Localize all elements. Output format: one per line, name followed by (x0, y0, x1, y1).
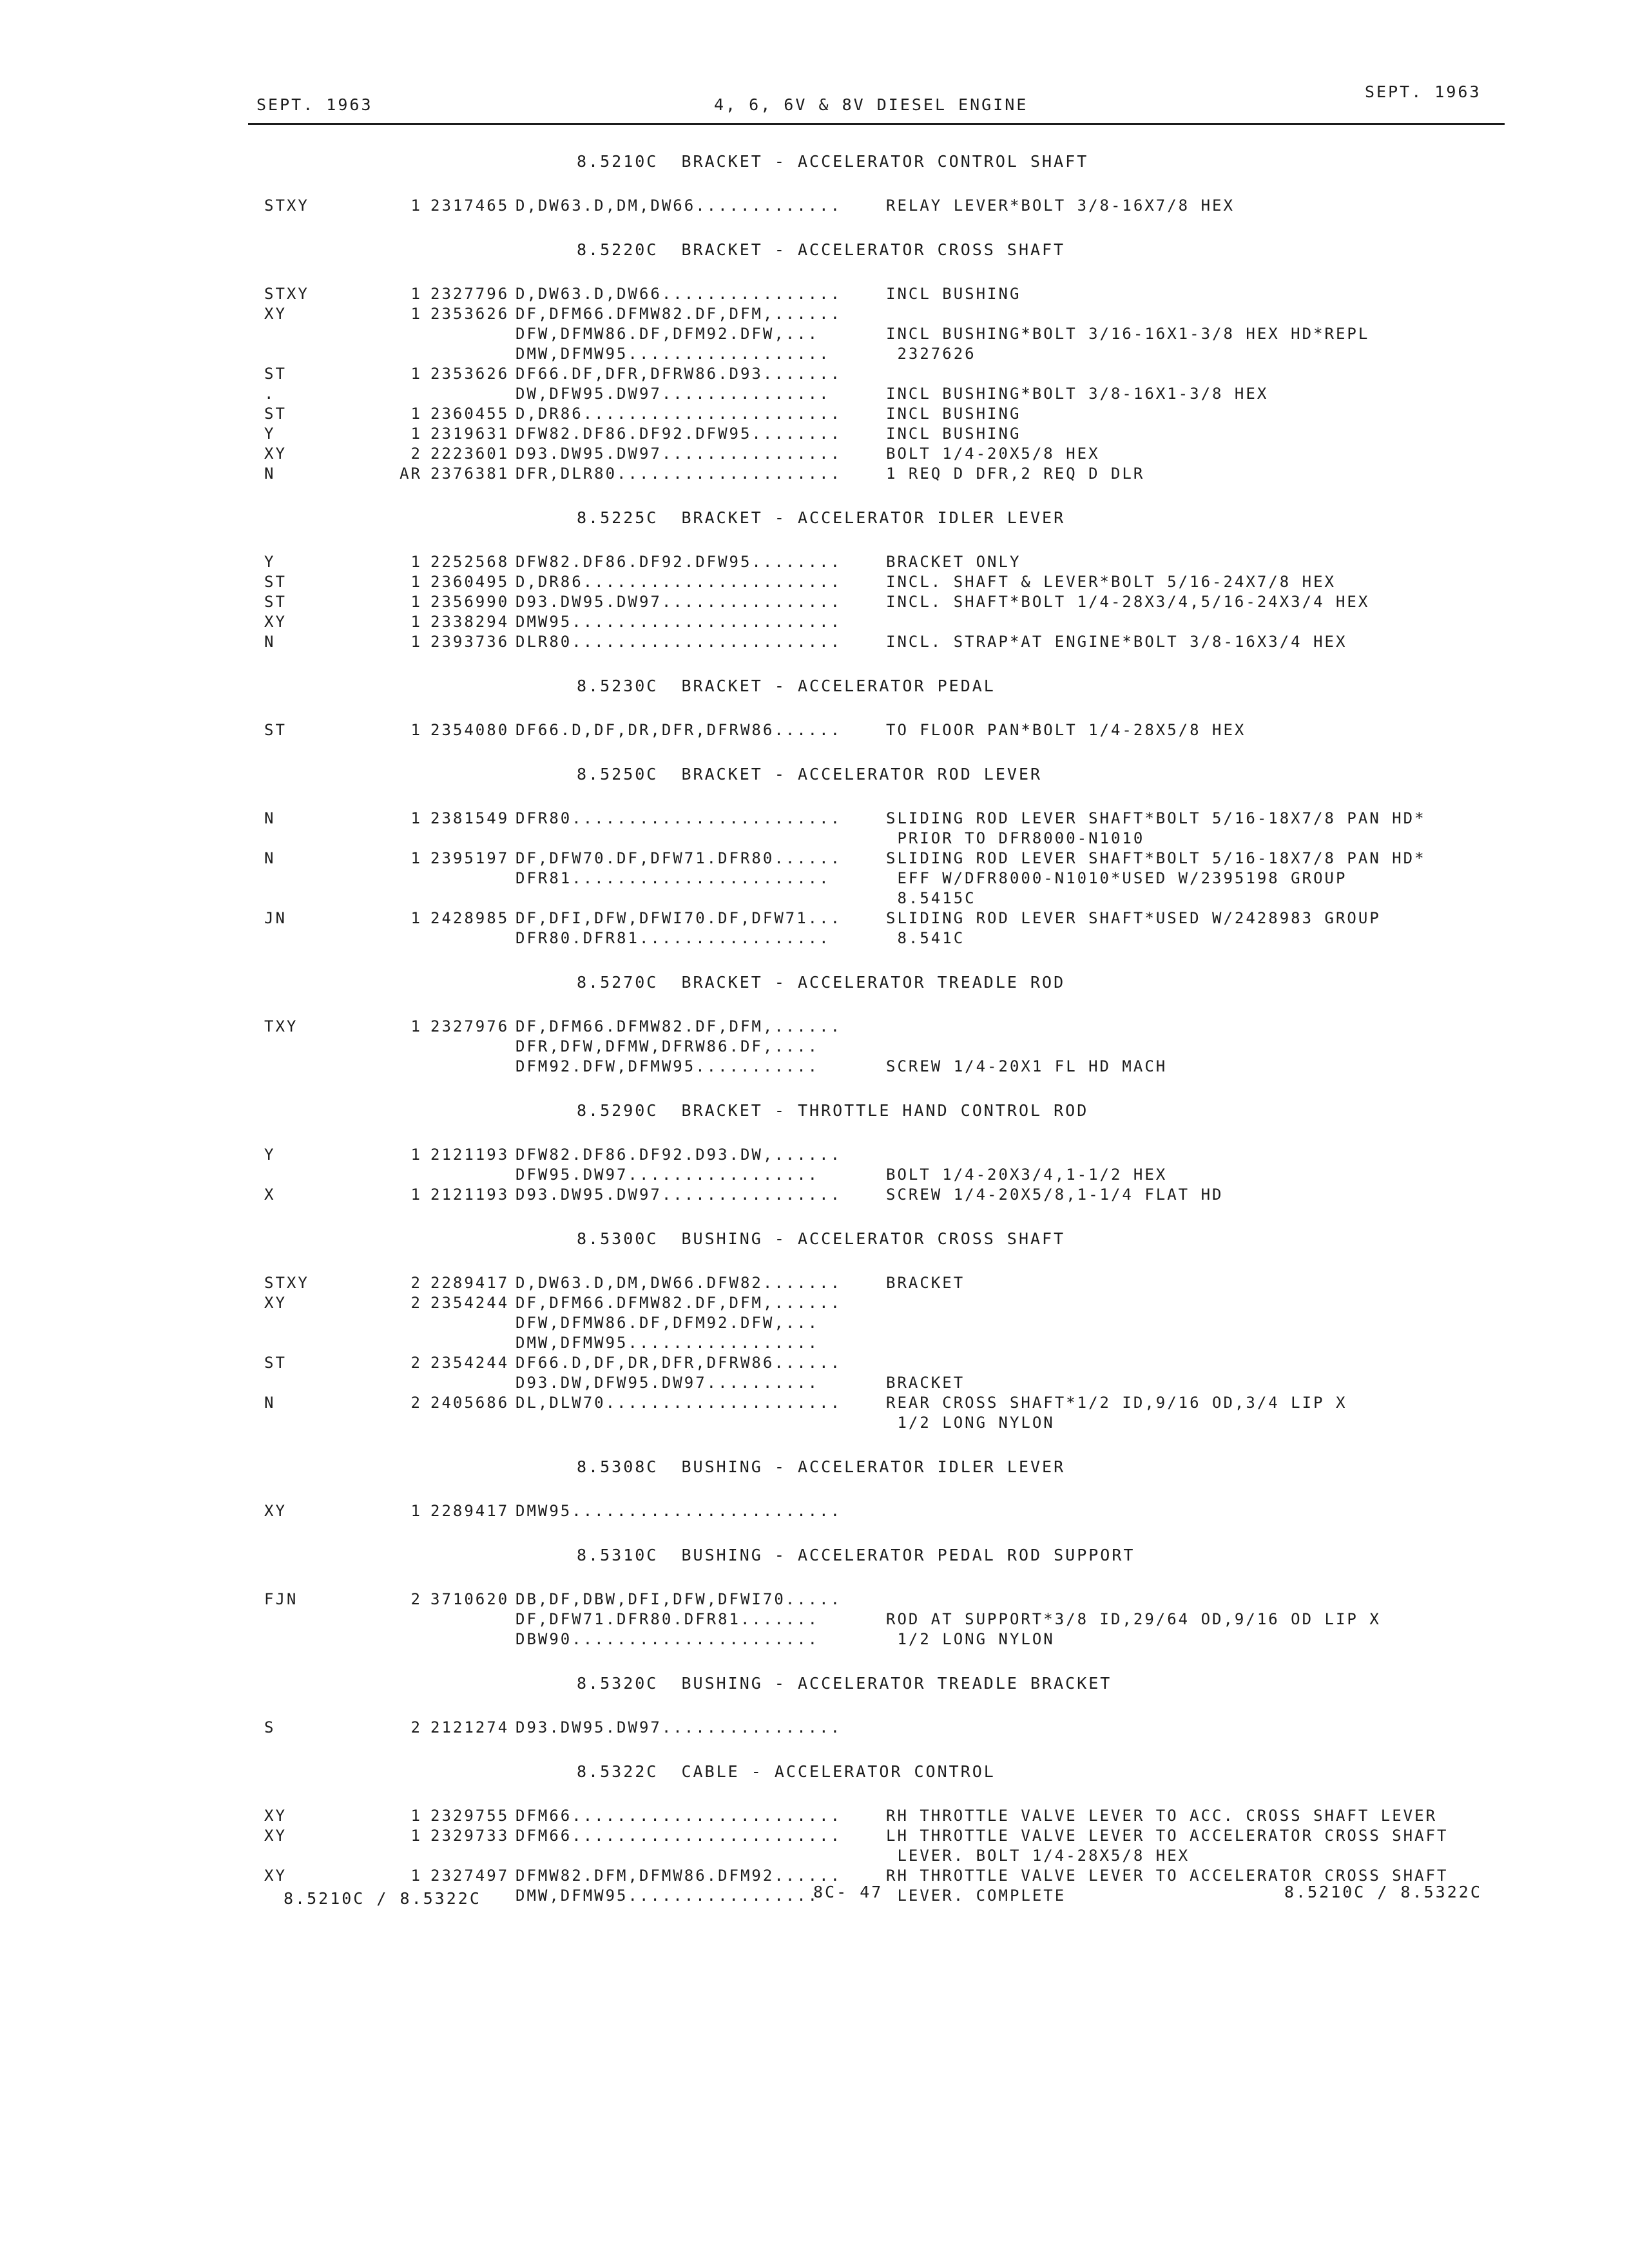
parts-row (0, 632, 1629, 652)
section (0, 968, 1629, 1096)
header-date-right: SEPT. 1963 (1365, 82, 1481, 101)
section-spacer (0, 1077, 1629, 1096)
usage-code: XY (264, 1807, 287, 1825)
part-number: 2327796 (430, 285, 510, 303)
quantity: 2 (410, 1294, 422, 1312)
description: RH THROTTLE VALVE LEVER TO ACCELERATOR CROSS SHAFT (886, 1867, 1449, 1885)
usage-code: ST (264, 593, 287, 611)
description: INCL BUSHING (886, 405, 1021, 423)
part-number: 2329755 (430, 1807, 510, 1825)
section-spacer (0, 216, 1629, 235)
section-title: 8.5225C BRACKET - ACCELERATOR IDLER LEVER (577, 508, 1066, 527)
parts-listing (0, 147, 1629, 1925)
description: BRACKET (886, 1374, 965, 1392)
part-number: 2376381 (430, 465, 510, 483)
section (0, 503, 1629, 671)
quantity: 1 (410, 1186, 422, 1204)
parts-row (0, 424, 1629, 444)
section-spacer (0, 1649, 1629, 1669)
section-title: 8.5250C BRACKET - ACCELERATOR ROD LEVER (577, 765, 1043, 783)
usage-code: XY (264, 305, 287, 323)
part-number: 2354244 (430, 1294, 510, 1312)
section-spacer (0, 1521, 1629, 1541)
model-list: DF,DFM66.DFMW82.DF,DFM,...... (516, 305, 842, 323)
description: BOLT 1/4-20X3/4,1-1/2 HEX (886, 1166, 1168, 1184)
parts-row (0, 1037, 1629, 1057)
part-number: 2319631 (430, 425, 510, 443)
section (0, 760, 1629, 968)
quantity: 2 (410, 1354, 422, 1372)
quantity: 1 (410, 849, 422, 867)
description: SLIDING ROD LEVER SHAFT*BOLT 5/16-18X7/8 PAN HD* (886, 849, 1426, 867)
description: BRACKET (886, 1274, 965, 1292)
parts-row (0, 1057, 1629, 1077)
model-list: D,DR86....................... (516, 573, 842, 591)
part-number: 2121274 (430, 1718, 510, 1736)
part-number: 2252568 (430, 553, 510, 571)
page-number: 8C- 47 (813, 1883, 883, 1901)
part-number: 2395197 (430, 849, 510, 867)
model-list: DFW,DFMW86.DF,DFM92.DFW,... (516, 1314, 820, 1332)
description: BOLT 1/4-20X5/8 HEX (886, 445, 1100, 463)
quantity: 1 (410, 365, 422, 383)
description: LEVER. COMPLETE (886, 1887, 1066, 1905)
parts-row (0, 1393, 1629, 1413)
section-title: 8.5230C BRACKET - ACCELERATOR PEDAL (577, 677, 996, 695)
parts-row (0, 1165, 1629, 1185)
model-list: D93.DW,DFW95.DW97.......... (516, 1374, 820, 1392)
usage-code: . (264, 385, 276, 403)
description: 8.541C (886, 929, 965, 947)
model-list: DF66.DF,DFR,DFRW86.D93....... (516, 365, 842, 383)
part-number: 2354080 (430, 721, 510, 739)
model-list: D,DW63.D,DM,DW66............. (516, 197, 842, 215)
parts-row (0, 1413, 1629, 1433)
description: INCL. SHAFT & LEVER*BOLT 5/16-24X7/8 HEX (886, 573, 1336, 591)
quantity: 1 (410, 305, 422, 323)
quantity: 1 (410, 1146, 422, 1164)
quantity: 1 (410, 425, 422, 443)
quantity: 1 (410, 1827, 422, 1845)
usage-code: Y (264, 425, 276, 443)
quantity: 1 (410, 1867, 422, 1885)
quantity: 2 (410, 1590, 422, 1608)
model-list: DMW,DFMW95.................. (516, 345, 831, 363)
model-list: DF,DFW71.DFR80.DFR81....... (516, 1610, 820, 1628)
usage-code: X (264, 1186, 276, 1204)
parts-row (0, 364, 1629, 384)
quantity: 1 (410, 1017, 422, 1035)
usage-code: ST (264, 1354, 287, 1372)
model-list: DF,DFW70.DF,DFW71.DFR80...... (516, 849, 842, 867)
parts-row (0, 444, 1629, 464)
usage-code: ST (264, 405, 287, 423)
section-spacer (0, 740, 1629, 760)
section-title: 8.5310C BUSHING - ACCELERATOR PEDAL ROD SUPPORT (577, 1546, 1135, 1564)
part-number: 2360455 (430, 405, 510, 423)
parts-row (0, 1826, 1629, 1846)
description: INCL BUSHING (886, 285, 1021, 303)
section-spacer (0, 1738, 1629, 1757)
parts-row (0, 1718, 1629, 1738)
usage-code: FJN (264, 1590, 298, 1608)
parts-row (0, 1145, 1629, 1165)
model-list: DF,DFI,DFW,DFWI70.DF,DFW71... (516, 909, 842, 927)
parts-row (0, 1373, 1629, 1393)
model-list: DF66.D,DF,DR,DFR,DFRW86...... (516, 721, 842, 739)
description: 1/2 LONG NYLON (886, 1414, 1055, 1432)
model-list: DFM66........................ (516, 1807, 842, 1825)
quantity: 1 (410, 1807, 422, 1825)
model-list: DFW95.DW97................. (516, 1166, 820, 1184)
usage-code: N (264, 809, 276, 827)
model-list: DFR,DFW,DFMW,DFRW86.DF,.... (516, 1037, 820, 1055)
section-spacer (0, 652, 1629, 671)
usage-code: S (264, 1718, 276, 1736)
description: INCL. STRAP*AT ENGINE*BOLT 3/8-16X3/4 HEX (886, 633, 1347, 651)
model-list: DFR,DLR80.................... (516, 465, 842, 483)
model-list: DFR80........................ (516, 809, 842, 827)
parts-row (0, 849, 1629, 869)
usage-code: Y (264, 1146, 276, 1164)
description: RH THROTTLE VALVE LEVER TO ACC. CROSS SHAFT LEVER (886, 1807, 1438, 1825)
header-title: 4, 6, 6V & 8V DIESEL ENGINE (714, 95, 1028, 114)
parts-row (0, 1333, 1629, 1353)
section-spacer (0, 1433, 1629, 1452)
model-list: DFMW82.DFM,DFMW86.DFM92...... (516, 1867, 842, 1885)
parts-row (0, 1273, 1629, 1293)
model-list: DFM92.DFW,DFMW95........... (516, 1057, 820, 1075)
description: INCL. SHAFT*BOLT 1/4-28X3/4,5/16-24X3/4 HEX (886, 593, 1370, 611)
section-title: 8.5322C CABLE - ACCELERATOR CONTROL (577, 1762, 996, 1781)
part-number: 2121193 (430, 1186, 510, 1204)
description: 1/2 LONG NYLON (886, 1630, 1055, 1648)
parts-row (0, 304, 1629, 324)
usage-code: N (264, 465, 276, 483)
parts-row (0, 1806, 1629, 1826)
model-list: DFW82.DF86.DF92.D93.DW,...... (516, 1146, 842, 1164)
model-list: DB,DF,DBW,DFI,DFW,DFWI70..... (516, 1590, 842, 1608)
usage-code: N (264, 1394, 276, 1412)
parts-row (0, 889, 1629, 908)
part-number: 3710620 (430, 1590, 510, 1608)
usage-code: STXY (264, 1274, 309, 1292)
quantity: 2 (410, 1718, 422, 1736)
parts-row (0, 384, 1629, 404)
parts-row (0, 1353, 1629, 1373)
section-title: 8.5220C BRACKET - ACCELERATOR CROSS SHAFT (577, 240, 1066, 259)
model-list: DF,DFM66.DFMW82.DF,DFM,...... (516, 1294, 842, 1312)
model-list: D93.DW95.DW97................ (516, 593, 842, 611)
model-list: DFW82.DF86.DF92.DFW95........ (516, 425, 842, 443)
model-list: DL,DLW70..................... (516, 1394, 842, 1412)
part-number: 2121193 (430, 1146, 510, 1164)
quantity: 1 (410, 1502, 422, 1520)
parts-row (0, 1610, 1629, 1629)
description: PRIOR TO DFR8000-N1010 (886, 829, 1145, 847)
model-list: DFR81....................... (516, 869, 831, 887)
usage-code: XY (264, 613, 287, 631)
model-list: D,DW63.D,DM,DW66.DFW82....... (516, 1274, 842, 1292)
model-list: DF,DFM66.DFMW82.DF,DFM,...... (516, 1017, 842, 1035)
quantity: 1 (410, 553, 422, 571)
usage-code: XY (264, 1867, 287, 1885)
parts-row (0, 908, 1629, 928)
part-number: 2327976 (430, 1017, 510, 1035)
quantity: 1 (410, 573, 422, 591)
parts-row (0, 404, 1629, 424)
parts-row (0, 572, 1629, 592)
model-list: DW,DFW95.DW97............... (516, 385, 831, 403)
parts-row (0, 869, 1629, 889)
footer-range-right: 8.5210C / 8.5322C (1284, 1883, 1482, 1901)
parts-row (0, 1501, 1629, 1521)
usage-code: XY (264, 1827, 287, 1845)
part-number: 2338294 (430, 613, 510, 631)
description: INCL BUSHING (886, 425, 1021, 443)
parts-row (0, 1017, 1629, 1037)
description: 1 REQ D DFR,2 REQ D DLR (886, 465, 1145, 483)
section (0, 1541, 1629, 1669)
quantity: 1 (410, 593, 422, 611)
model-list: DMW95........................ (516, 1502, 842, 1520)
usage-code: STXY (264, 285, 309, 303)
quantity: 1 (410, 197, 422, 215)
quantity: 1 (410, 613, 422, 631)
part-number: 2381549 (430, 809, 510, 827)
parts-row (0, 809, 1629, 829)
quantity: 2 (410, 1274, 422, 1292)
section (0, 235, 1629, 503)
parts-row (0, 1629, 1629, 1649)
section (0, 1096, 1629, 1224)
section (0, 1669, 1629, 1757)
description: REAR CROSS SHAFT*1/2 ID,9/16 OD,3/4 LIP X (886, 1394, 1347, 1412)
usage-code: Y (264, 553, 276, 571)
model-list: DFW,DFMW86.DF,DFM92.DFW,... (516, 325, 820, 343)
parts-row (0, 1293, 1629, 1313)
part-number: 2354244 (430, 1354, 510, 1372)
model-list: D93.DW95.DW97................ (516, 1186, 842, 1204)
parts-row (0, 612, 1629, 632)
model-list: DBW90...................... (516, 1630, 820, 1648)
section-title: 8.5290C BRACKET - THROTTLE HAND CONTROL ROD (577, 1101, 1089, 1120)
description: BRACKET ONLY (886, 553, 1021, 571)
description: INCL BUSHING*BOLT 3/8-16X1-3/8 HEX (886, 385, 1269, 403)
parts-row (0, 720, 1629, 740)
usage-code: JN (264, 909, 287, 927)
description: EFF W/DFR8000-N1010*USED W/2395198 GROUP (886, 869, 1347, 887)
parts-row (0, 829, 1629, 849)
quantity: 1 (410, 285, 422, 303)
part-number: 2428985 (430, 909, 510, 927)
quantity: 1 (410, 909, 422, 927)
section (0, 1452, 1629, 1541)
part-number: 2360495 (430, 573, 510, 591)
header-rule (248, 123, 1505, 125)
parts-row (0, 284, 1629, 304)
quantity: 1 (410, 721, 422, 739)
section-title: 8.5300C BUSHING - ACCELERATOR CROSS SHAFT (577, 1229, 1066, 1248)
description: SCREW 1/4-20X5/8,1-1/4 FLAT HD (886, 1186, 1224, 1204)
quantity: 2 (410, 445, 422, 463)
parts-row (0, 552, 1629, 572)
part-number: 2405686 (430, 1394, 510, 1412)
usage-code: XY (264, 445, 287, 463)
description: ROD AT SUPPORT*3/8 ID,29/64 OD,9/16 OD LIP X (886, 1610, 1381, 1628)
parts-row (0, 592, 1629, 612)
model-list: DFR80.DFR81................. (516, 929, 831, 947)
parts-row (0, 1590, 1629, 1610)
part-number: 2353626 (430, 305, 510, 323)
quantity: 2 (410, 1394, 422, 1412)
description: LEVER. BOLT 1/4-28X5/8 HEX (886, 1847, 1190, 1865)
section-spacer (0, 1205, 1629, 1224)
section-spacer (0, 948, 1629, 968)
description: LH THROTTLE VALVE LEVER TO ACCELERATOR CROSS SHAFT (886, 1827, 1449, 1845)
usage-code: ST (264, 573, 287, 591)
section (0, 1224, 1629, 1452)
section-title: 8.5270C BRACKET - ACCELERATOR TREADLE ROD (577, 973, 1066, 992)
part-number: 2289417 (430, 1502, 510, 1520)
parts-row (0, 324, 1629, 344)
section-title: 8.5308C BUSHING - ACCELERATOR IDLER LEVER (577, 1457, 1066, 1476)
parts-row (0, 1846, 1629, 1866)
quantity: 1 (410, 633, 422, 651)
part-number: 2317465 (430, 197, 510, 215)
model-list: DMW,DFMW95................. (516, 1887, 820, 1905)
header-date-left: SEPT. 1963 (256, 95, 373, 114)
part-number: 2289417 (430, 1274, 510, 1292)
usage-code: ST (264, 365, 287, 383)
section (0, 147, 1629, 235)
description: TO FLOOR PAN*BOLT 1/4-28X5/8 HEX (886, 721, 1246, 739)
footer-range-left: 8.5210C / 8.5322C (284, 1889, 481, 1908)
quantity: 1 (410, 809, 422, 827)
parts-row (0, 344, 1629, 364)
usage-code: ST (264, 721, 287, 739)
part-number: 2329733 (430, 1827, 510, 1845)
section-title: 8.5320C BUSHING - ACCELERATOR TREADLE BRACKET (577, 1674, 1112, 1693)
section-spacer (0, 1906, 1629, 1925)
usage-code: XY (264, 1502, 287, 1520)
usage-code: STXY (264, 197, 309, 215)
description: SCREW 1/4-20X1 FL HD MACH (886, 1057, 1168, 1075)
model-list: DFM66........................ (516, 1827, 842, 1845)
parts-row (0, 1185, 1629, 1205)
model-list: D93.DW95.DW97................ (516, 445, 842, 463)
quantity: AR (400, 465, 422, 483)
section (0, 671, 1629, 760)
description: 2327626 (886, 345, 976, 363)
parts-row (0, 928, 1629, 948)
usage-code: XY (264, 1294, 287, 1312)
model-list: DMW,DFMW95................. (516, 1334, 820, 1352)
description: 8.5415C (886, 889, 976, 907)
section-title: 8.5210C BRACKET - ACCELERATOR CONTROL SHAFT (577, 152, 1089, 171)
description: INCL BUSHING*BOLT 3/16-16X1-3/8 HEX HD*REPL (886, 325, 1370, 343)
usage-code: N (264, 633, 276, 651)
part-number: 2353626 (430, 365, 510, 383)
parts-row (0, 464, 1629, 484)
parts-row (0, 1313, 1629, 1333)
usage-code: TXY (264, 1017, 298, 1035)
usage-code: N (264, 849, 276, 867)
parts-row (0, 196, 1629, 216)
part-number: 2393736 (430, 633, 510, 651)
part-number: 2327497 (430, 1867, 510, 1885)
model-list: DFW82.DF86.DF92.DFW95........ (516, 553, 842, 571)
model-list: DMW95........................ (516, 613, 842, 631)
part-number: 2356990 (430, 593, 510, 611)
model-list: D,DW63.D,DW66................ (516, 285, 842, 303)
model-list: DLR80........................ (516, 633, 842, 651)
description: RELAY LEVER*BOLT 3/8-16X7/8 HEX (886, 197, 1235, 215)
model-list: DF66.D,DF,DR,DFR,DFRW86...... (516, 1354, 842, 1372)
model-list: D93.DW95.DW97................ (516, 1718, 842, 1736)
part-number: 2223601 (430, 445, 510, 463)
description: SLIDING ROD LEVER SHAFT*BOLT 5/16-18X7/8 PAN HD* (886, 809, 1426, 827)
quantity: 1 (410, 405, 422, 423)
description: SLIDING ROD LEVER SHAFT*USED W/2428983 GROUP (886, 909, 1381, 927)
section-spacer (0, 484, 1629, 503)
model-list: D,DR86....................... (516, 405, 842, 423)
